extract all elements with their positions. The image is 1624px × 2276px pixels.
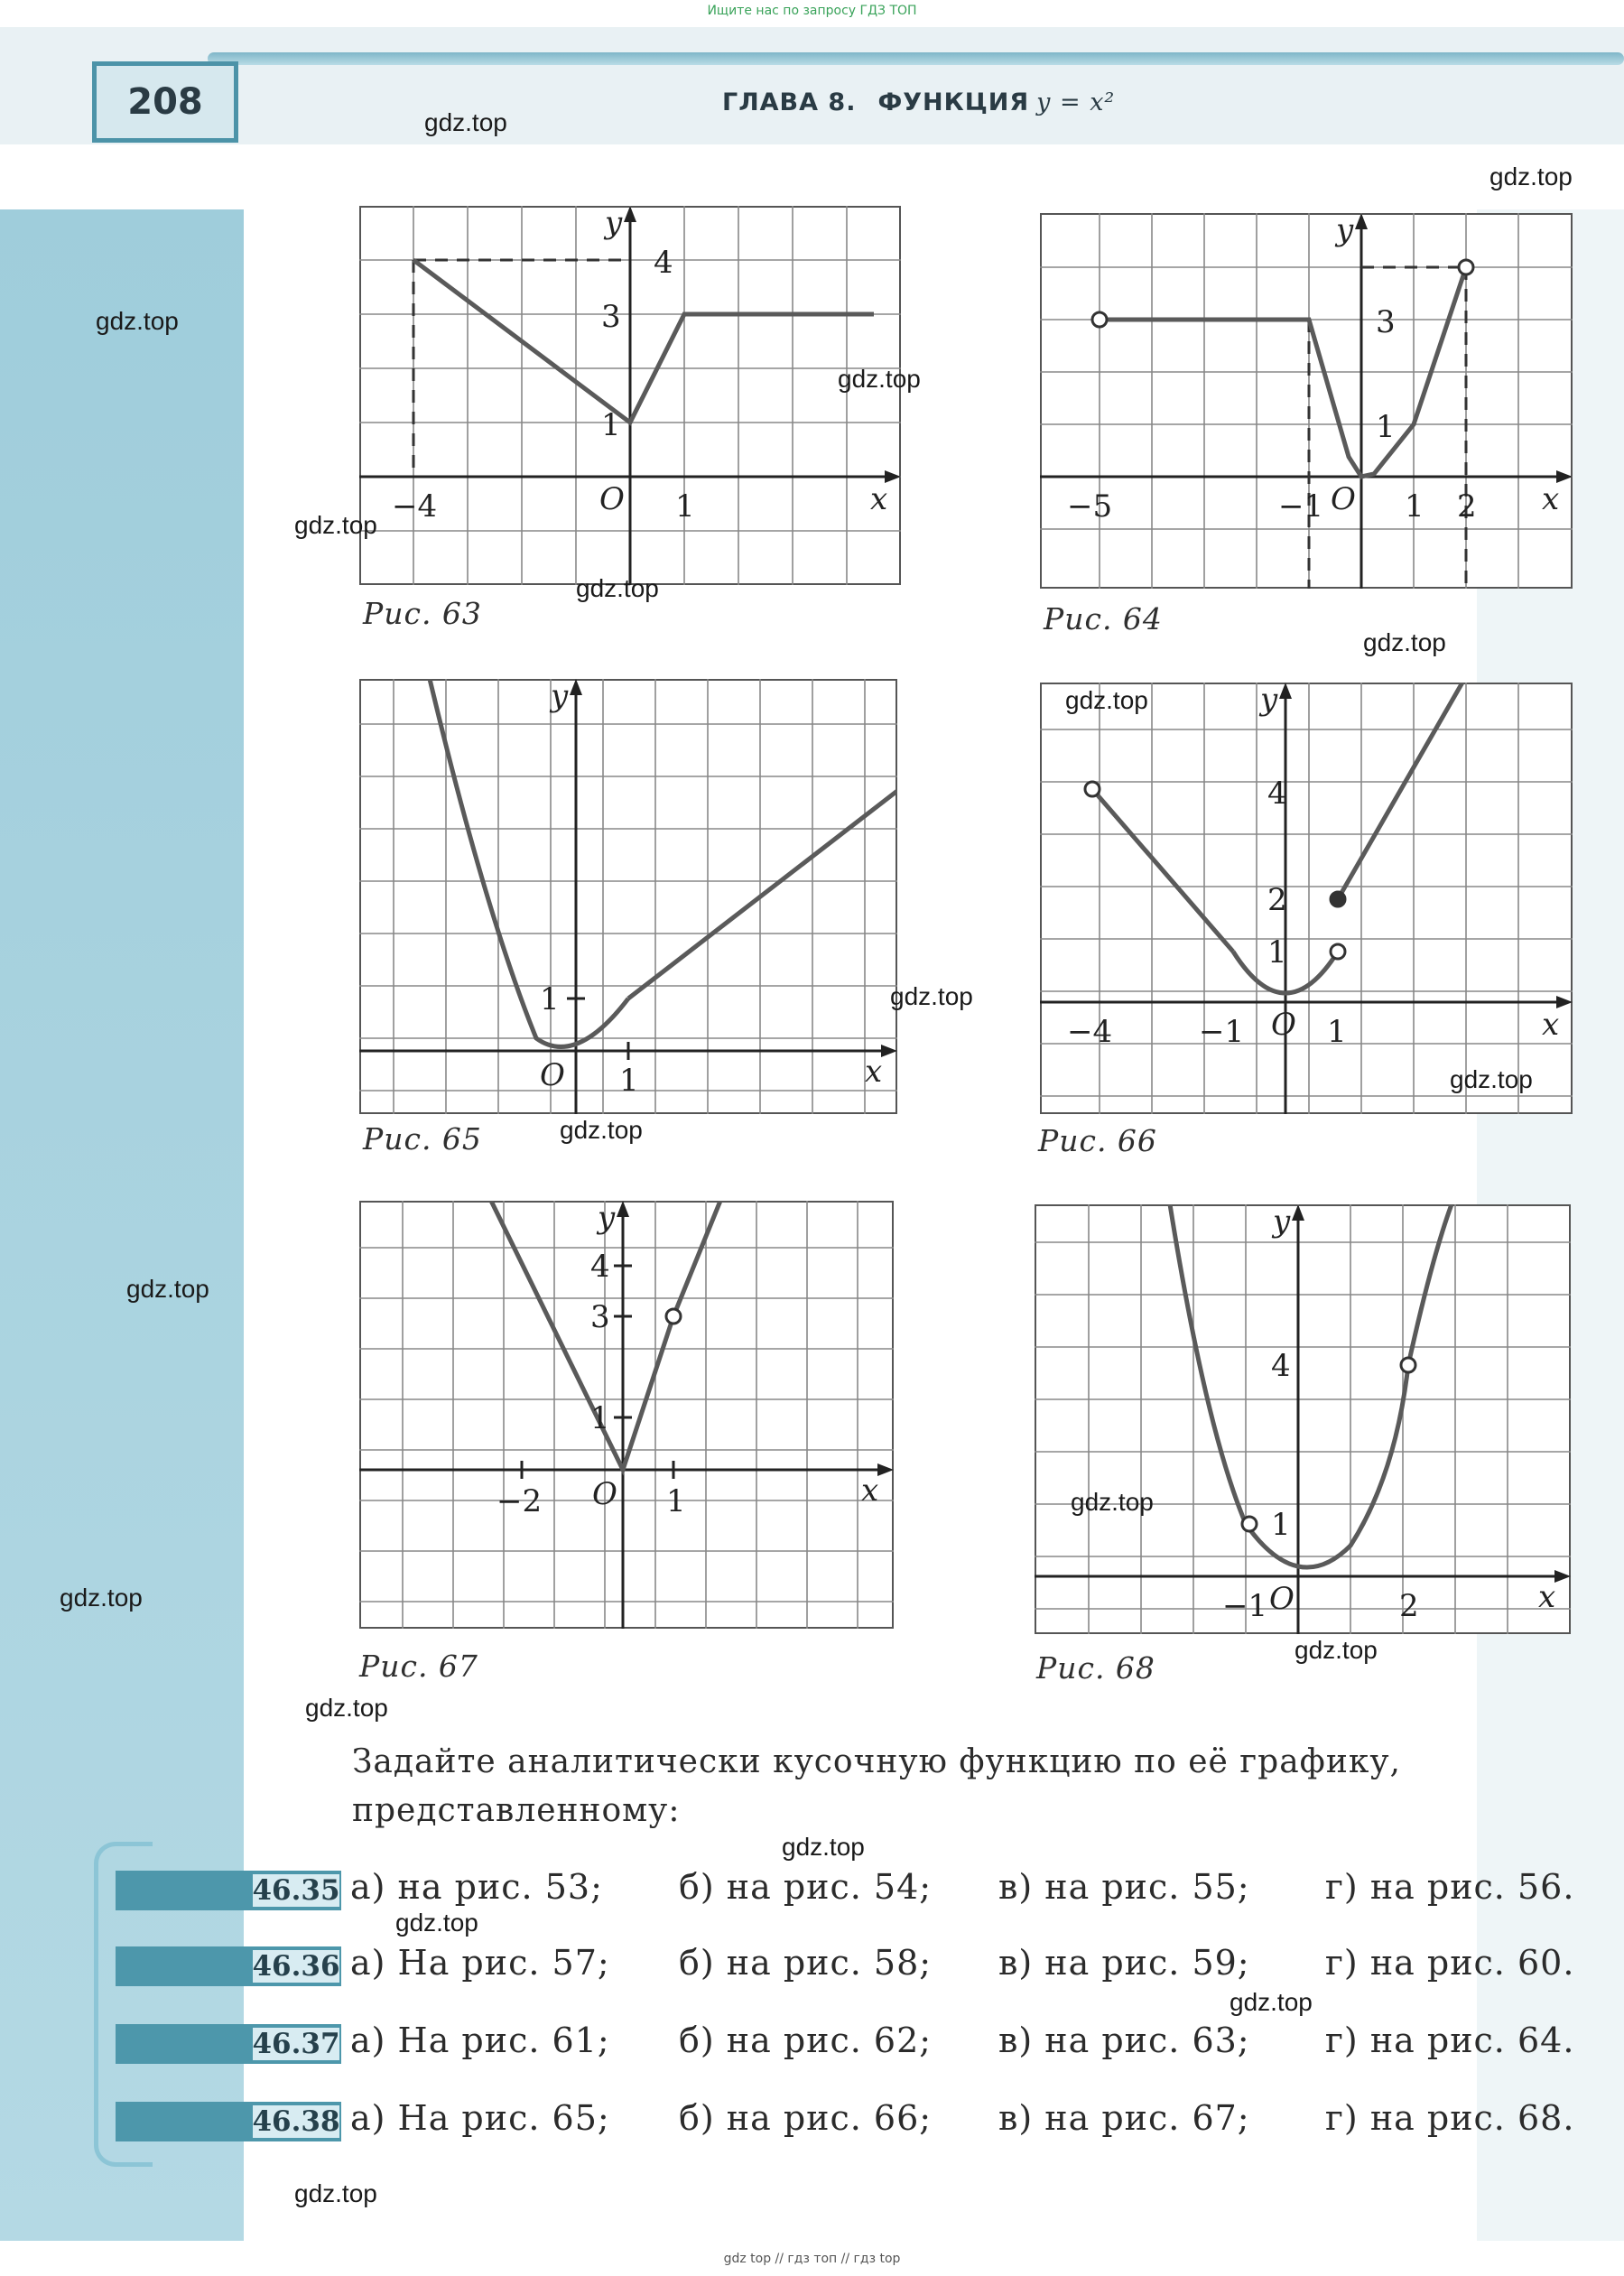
watermark: gdz.top [1071,1488,1154,1516]
tick-x: 2 [1399,1588,1419,1624]
tick-y: 1 [540,981,560,1017]
figure-63 [359,206,901,585]
figure-68 [1035,1204,1571,1634]
tick-y: 4 [590,1249,610,1285]
watermark: gdz.top [1230,1988,1313,2016]
watermark: gdz.top [294,2179,377,2207]
exercise-number: 46.38 [252,2105,340,2138]
chapter-topic: ФУНКЦИЯ [877,88,1030,116]
origin-label: O [599,481,625,517]
tick-y: 3 [1376,304,1396,340]
y-axis-label: y [1336,213,1354,248]
figure-caption: Рис. 63 [363,596,482,631]
watermark: gdz.top [1065,686,1148,714]
exercise-item: а) На рис. 57; [350,1943,610,1983]
watermark: gdz.top [395,1909,478,1937]
top-note: Ищите нас по запросу ГДЗ ТОП [707,4,917,18]
tick-x: 2 [1457,488,1477,525]
figure-caption: Рис. 65 [363,1121,482,1157]
x-axis-label: x [861,1472,879,1509]
origin-label: O [1331,481,1356,517]
figure-caption: Рис. 66 [1038,1123,1157,1158]
watermark: gdz.top [576,574,659,602]
y-axis-label: y [551,679,569,714]
chapter-label: ГЛАВА 8. [722,88,857,116]
watermark: gdz.top [424,108,507,136]
tick-y: 2 [1267,882,1287,918]
exercise-item: г) на рис. 56. [1325,1867,1575,1907]
exercise-item: в) на рис. 67; [998,2098,1250,2138]
watermark: gdz.top [1450,1065,1533,1093]
tick-x: 1 [619,1063,639,1099]
x-axis-label: x [870,481,888,517]
tick-y: 1 [1267,934,1287,971]
tick-x: −1 [1199,1014,1245,1050]
tick-x: −4 [392,488,438,525]
tick-x: 1 [1327,1014,1347,1050]
exercise-number-badge [116,2024,341,2064]
tick-x: 1 [666,1483,686,1519]
exercise-item: г) на рис. 68. [1325,2098,1575,2138]
figure-caption: Рис. 64 [1044,601,1163,636]
watermark: gdz.top [782,1833,865,1861]
tick-y: 1 [590,1400,610,1436]
exercise-number-badge [116,2102,341,2141]
tick-x: 1 [1405,488,1424,525]
y-axis-label: y [605,206,623,241]
header-band [0,27,1624,144]
exercise-row [116,2098,1578,2149]
tick-x: −1 [1278,488,1324,525]
header-stripe [208,52,1624,65]
tick-x: −1 [1222,1588,1268,1624]
tick-x: −2 [496,1483,543,1519]
figure-64 [1040,213,1573,589]
page-number: 208 [92,61,238,143]
origin-label: O [1271,1007,1296,1043]
tick-x: 1 [675,488,695,525]
y-axis-label: y [1260,683,1278,718]
watermark: gdz.top [126,1275,209,1303]
tick-y: 3 [590,1299,610,1335]
figure-67 [359,1201,894,1629]
watermark: gdz.top [96,307,179,335]
tick-y: 1 [1376,409,1396,445]
tick-y: 4 [654,245,673,281]
watermark: gdz.top [560,1116,643,1144]
exercise-number-badge [116,1871,341,1910]
figure-66 [1040,683,1573,1114]
bottom-note: gdz top // гдз топ // гдз top [723,2252,901,2266]
tick-x: −5 [1067,488,1113,525]
watermark: gdz.top [294,511,377,539]
exercise-item: б) на рис. 58; [679,1943,933,1983]
watermark: gdz.top [838,365,921,393]
watermark: gdz.top [890,982,973,1010]
x-axis-label: x [865,1054,883,1090]
watermark: gdz.top [1295,1636,1378,1664]
exercise-item: б) на рис. 62; [679,2021,933,2060]
exercise-row [116,1943,1578,1993]
exercise-item: в) на рис. 63; [998,2021,1250,2060]
figure-65 [359,679,897,1114]
chapter-formula: y = x² [1036,88,1116,116]
x-axis-label: x [1538,1579,1556,1615]
tick-y: 4 [1271,1348,1291,1384]
tick-y: 1 [1271,1507,1291,1543]
exercise-item: г) на рис. 64. [1325,2021,1575,2060]
tick-y: 3 [601,299,621,335]
task-text: Задайте аналитически кусочную функцию по её графику, представленному: [352,1743,1401,1829]
watermark: gdz.top [60,1584,143,1612]
exercise-item: а) На рис. 61; [350,2021,610,2060]
y-axis-label: y [1273,1204,1291,1240]
exercise-item: а) на рис. 53; [350,1867,603,1907]
watermark: gdz.top [1363,628,1446,656]
exercise-item: в) на рис. 59; [998,1943,1250,1983]
tick-x: −4 [1067,1014,1113,1050]
watermark: gdz.top [1489,163,1573,190]
figure-caption: Рис. 67 [359,1649,478,1684]
tick-y: 4 [1267,776,1287,812]
x-axis-label: x [1542,481,1560,517]
x-axis-label: x [1542,1007,1560,1043]
exercise-item: б) на рис. 66; [679,2098,933,2138]
exercise-item: г) на рис. 60. [1325,1943,1575,1983]
exercise-item: в) на рис. 55; [998,1867,1250,1907]
exercise-row [116,1867,1578,1918]
exercise-number-badge [116,1946,341,1986]
exercise-item: б) на рис. 54; [679,1867,933,1907]
origin-label: O [540,1057,565,1093]
exercise-number: 46.35 [252,1874,340,1907]
origin-label: O [592,1476,617,1512]
exercise-number: 46.37 [252,2028,340,2060]
exercise-item: а) На рис. 65; [350,2098,610,2138]
exercise-number: 46.36 [252,1950,340,1983]
exercise-row [116,2021,1578,2071]
y-axis-label: y [598,1201,616,1236]
chapter-title [722,88,1115,116]
watermark: gdz.top [305,1694,388,1722]
figure-caption: Рис. 68 [1036,1650,1155,1686]
tick-y: 1 [601,407,621,443]
origin-label: O [1269,1581,1295,1617]
